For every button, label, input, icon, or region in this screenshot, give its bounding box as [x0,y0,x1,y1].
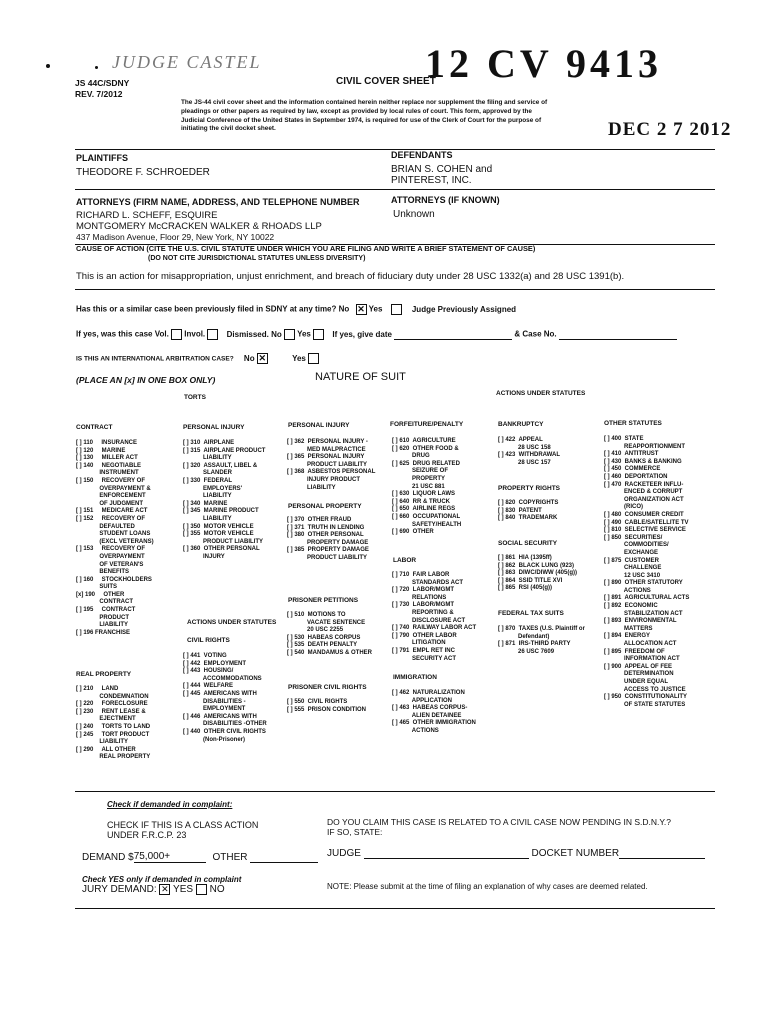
defendant-attorneys-value: Unknown [393,209,435,220]
prisoner-civil-rights-label: PRISONER CIVIL RIGHTS [288,684,367,691]
rule-cause [75,289,715,290]
if-yes-label: If yes, was this case Vol. [76,329,169,339]
case-no-label: & Case No. [514,329,557,339]
jury-no-checkbox[interactable] [196,884,207,895]
real-property-list: [ ] 210 LAND CONDEMNATION [ ] 220 FORECLOSURE [ ] 230 RENT LEASE & EJECTMENT [ ] 240 TORTS TO LAND [ ] 245 TORT PRODUCT LIABILITY [ ] 290 ALL OTHER REAL PROPERTY [76,686,151,761]
form-id: JS 44C/SDNY [75,78,130,88]
case-number: 12 CV 9413 [425,41,663,86]
rule-bottom-1 [75,791,715,792]
plaintiffs-value: THEODORE F. SCHROEDER [76,167,210,178]
arbitration-yes-checkbox[interactable] [308,353,319,364]
judge-docket-row [327,848,705,859]
scan-dot-2 [95,66,98,69]
plaintiff-attorneys-value: RICHARD L. SCHEFF, ESQUIRE MONTGOMERY McCRACKEN WALKER & RHOADS LLP 437 Madison Avenue, Floor 29, New York, NY 10022 [76,210,322,242]
jury-demand-row [82,884,225,895]
civil-rights-list: [ ] 441 VOTING [ ] 442 EMPLOYMENT [ ] 443 HOUSING/ ACCOMMODATIONS [ ] 444 WELFARE [ ] 445 AMERICANS WITH DISABILITIES - EMPLOYMENT [ ] 446 AMERICANS WITH DISABILITIES -OTHER [ ] 440 OTHER CIVIL RIGHTS (Non-Prisoner) [183,653,267,743]
labor-list: [ ] 710 FAIR LABOR STANDARDS ACT [ ] 720 LABOR/MGMT RELATIONS [ ] 730 LABOR/MGMT REPORTING & DISCLOSURE ACT [ ] 740 RAILWAY LABOR ACT [ ] 790 OTHER LABOR LITIGATION [ ] 791 EMPL RET INC SECURITY ACT [392,572,477,662]
demand-label: DEMAND $ [82,852,134,863]
federal-tax-label: FEDERAL TAX SUITS [498,610,564,617]
jury-yes-label: YES [173,884,194,896]
check-yes-label: Check YES only if demanded in complaint [82,875,242,884]
case-no-field[interactable] [559,339,677,340]
docket-label: DOCKET NUMBER [531,848,620,859]
personal-property-list: [ ] 370 OTHER FRAUD [ ] 371 TRUTH IN LENDING [ ] 380 OTHER PERSONAL PROPERTY DAMAGE [ ] 385 PROPERTY DAMAGE PRODUCT LIABILITY [287,517,369,561]
plaintiffs-label: PLAINTIFFS [76,153,128,163]
demand-row [82,851,318,863]
instructions: The JS-44 civil cover sheet and the information contained herein neither replace nor supplement the filing and service of pleadings or other papers as required by law, except as provided by local rules of court. This form, approved by the Judicial Conference of the United States in September 1974, is required for use of the Clerk of Court for the purpose of initiating the civil docket sheet. [181,99,548,133]
plaintiff-attorneys-label: ATTORNEYS (FIRM NAME, ADDRESS, AND TELEPHONE NUMBER [76,197,360,207]
docket-field[interactable] [619,858,705,859]
civil-rights-label: CIVIL RIGHTS [187,637,230,644]
federal-tax-list: [ ] 870 TAXES (U.S. Plaintiff or Defendant) [ ] 871 IRS-THIRD PARTY 26 USC 7609 [498,626,585,655]
contract-header: CONTRACT [76,424,113,431]
property-rights-list: [ ] 820 COPYRIGHTS [ ] 830 PATENT [ ] 840 TRADEMARK [498,500,559,522]
class-action-label: CHECK IF THIS IS A CLASS ACTION UNDER F.R.C.P. 23 [107,820,259,840]
judge-field[interactable] [364,858,529,859]
other-label: OTHER [212,852,248,863]
demand-value: 75,000+ [133,851,171,862]
pi-list-1: [ ] 310 AIRPLANE [ ] 315 AIRPLANE PRODUCT LIABILITY [ ] 320 ASSAULT, LIBEL & SLANDER [ ] 330 FEDERAL EMPLOYERS' LIABILITY [ ] 340 MARINE [ ] 345 MARINE PRODUCT LIABILITY [ ] 350 MOTOR VEHICLE [ ] 355 MOTOR VEHICLE PRODUCT LIABILITY [ ] 360 OTHER PERSONAL INJURY [183,440,266,560]
personal-property-label: PERSONAL PROPERTY [288,503,362,510]
invol-label: Invol. [184,329,206,339]
cause-sublabel: (DO NOT CITE JURISDICTIONAL STATUTES UNLESS DIVERSITY) [148,255,366,262]
similar-case-yes-checkbox[interactable]: ✕ [357,304,365,314]
labor-label: LABOR [393,557,417,564]
immigration-label: IMMIGRATION [393,674,437,681]
invol-checkbox[interactable] [207,329,218,340]
prisoner-petitions-label: PRISONER PETITIONS [288,597,359,604]
forfeiture-header: FORFEITURE/PENALTY [390,421,464,428]
torts-label: TORTS [184,394,206,401]
contract-list: [ ] 110 INSURANCE [ ] 120 MARINE [ ] 130 MILLER ACT [ ] 140 NEGOTIABLE INSTRUMENT [ ] 150 RECOVERY OF OVERPAYMENT & ENFORCEMENT OF JUDGMENT [ ] 151 MEDICARE ACT [ ] 152 RECOVERY OF DEFAULTED STUDENT LOANS (EXCL VETERANS) [ ] 153 RECOVERY OF OVERPAYMENT OF VETERAN'S BENEFITS [ ] 160 STOCKHOLDERS SUITS [x] 190 OTHER CONTRACT [ ] 195 CONTRACT PRODUCT LIABILITY [ ] 196 FRANCHISE [76,440,154,636]
defendant-attorneys-label: ATTORNEYS (IF KNOWN) [391,195,500,205]
vol-checkbox[interactable] [171,329,182,340]
give-date-label: If yes, give date [332,329,392,339]
arbitration-question: IS THIS AN INTERNATIONAL ARBITRATION CASE? [76,355,234,363]
arbitration-row [76,353,319,364]
arbitration-no-checkbox[interactable]: ✕ [258,353,267,363]
rule-bottom-2 [75,908,715,909]
jury-no-label: NO [209,884,225,896]
check-demanded-label: Check if demanded in complaint: [107,800,233,809]
jury-yes-checkbox[interactable]: ✕ [161,884,169,894]
other-field[interactable] [250,862,318,863]
defendants-value: BRIAN S. COHEN and PINTEREST, INC. [391,164,493,186]
rule-parties [75,189,715,190]
immigration-list: [ ] 462 NATURALIZATION APPLICATION [ ] 463 HABEAS CORPUS- ALIEN DETAINEE [ ] 465 OTHER IMMIGRATION ACTIONS [392,690,476,734]
cause-label: CAUSE OF ACTION (CITE THE U.S. CIVIL STATUTE UNDER WHICH YOU ARE FILING AND WRITE A BRIEF STATEMENT OF CAUSE) [76,244,536,253]
related-note: NOTE: Please submit at the time of filing an explanation of why cases are deemed related. [327,882,648,891]
arbitration-yes-label: Yes [292,353,306,363]
similar-case-question: Has this or a similar case been previously filed in SDNY at any time? No [76,304,350,314]
give-date-field[interactable] [394,339,512,340]
demand-field[interactable] [134,851,206,863]
place-an-x: (PLACE AN [x] IN ONE BOX ONLY) [76,375,216,385]
jury-demand-label: JURY DEMAND: [82,884,157,896]
bankruptcy-header: BANKRUPTCY [498,421,544,428]
judge-label: JUDGE [327,848,361,859]
bankruptcy-list: [ ] 422 APPEAL 28 USC 158 [ ] 423 WITHDRAWAL 28 USC 157 [498,437,561,466]
judge-stamp: JUDGE CASTEL [112,52,262,72]
dismissed-no-checkbox[interactable] [284,329,295,340]
forfeiture-list: [ ] 610 AGRICULTURE [ ] 620 OTHER FOOD & DRUG [ ] 625 DRUG RELATED SEIZURE OF PROPERTY 21 USC 881 [ ] 630 LIQUOR LAWS [ ] 640 RR & TRUCK [ ] 650 AIRLINE REGS [ ] 660 OCCUPATIONAL SAFETY/HEALTH [ ] 690 OTHER [392,438,462,536]
judge-prev-label: Judge Previously Assigned [411,304,517,314]
defendants-label: DEFENDANTS [391,150,453,160]
cause-statement: This is an action for misappropriation, unjust enrichment, and breach of fiduciary duty under 28 USC 1332(a) and 28 USC 1391(b). [76,271,625,282]
other-statutes-header: OTHER STATUTES [604,420,662,427]
related-claim-label: DO YOU CLAIM THIS CASE IS RELATED TO A CIVIL CASE NOW PENDING IN S.D.N.Y.? IF SO, STATE: [327,817,672,837]
dismissed-label: Dismissed. No [226,329,282,339]
pi-list-2: [ ] 362 PERSONAL INJURY - MED MALPRACTICE [ ] 365 PERSONAL INJURY PRODUCT LIABILITY [ ] 368 ASBESTOS PERSONAL INJURY PRODUCT LIABILITY [287,439,376,491]
prisoner-civil-rights-list: [ ] 550 CIVIL RIGHTS [ ] 555 PRISON CONDITION [287,699,367,713]
real-property-label: REAL PROPERTY [76,671,132,678]
judge-prev-checkbox[interactable] [391,304,402,315]
property-rights-label: PROPERTY RIGHTS [498,485,561,492]
nature-of-suit-title: NATURE OF SUIT [315,371,406,383]
social-security-list: [ ] 861 HIA (1395ff) [ ] 862 BLACK LUNG (923) [ ] 863 DIWC/DIWW (405(g)) [ ] 864 SSID TITLE XVI [ ] 865 RSI (405(g)) [498,555,577,592]
prisoner-petitions-list: [ ] 510 MOTIONS TO VACATE SENTENCE 20 USC 2255 [ ] 530 HABEAS CORPUS [ ] 535 DEATH PENALTY [ ] 540 MANDAMUS & OTHER [287,612,373,656]
actions-under-statutes-mid-label: ACTIONS UNDER STATUTES [187,619,277,626]
form-revision: REV. 7/2012 [75,89,123,99]
other-statutes-list: [ ] 400 STATE REAPPORTIONMENT [ ] 410 ANTITRUST [ ] 430 BANKS & BANKING [ ] 450 COMMERCE [ ] 460 DEPORTATION [ ] 470 RACKETEER INFLU- ENCED & CORRUPT ORGANIZATION ACT (RICO) [ ] 480 CONSUMER CREDIT [ ] 490 CABLE/SATELLITE TV [ ] 810 SELECTIVE SERVICE [ ] 850 SECURITIES/ COMMODITIES/ EXCHANGE [ ] 875 CUSTOMER CHALLENGE 12 USC 3410 [ ] 890 OTHER STATUTORY ACTIONS [ ] 891 AGRICULTURAL ACTS [ ] 892 ECONOMIC STABILIZATION ACT [ ] 893 ENVIRONMENTAL MATTERS [ ] 894 ENERGY ALLOCATION ACT [ ] 895 FREEDOM OF INFORMATION ACT [ ] 900 APPEAL OF FEE DETERMINATION UNDER EQUAL ACCESS TO JUSTICE [ ] 950 CONSTITUTIONALITY OF STATE STATUTES [604,436,690,708]
scan-dot [46,64,50,68]
form-title: CIVIL COVER SHEET [336,76,436,87]
actions-under-statutes-label: ACTIONS UNDER STATUTES [496,390,586,397]
dismissed-yes-checkbox[interactable] [313,329,324,340]
social-security-label: SOCIAL SECURITY [498,540,558,547]
arbitration-no-label: No [243,353,255,363]
filed-date-stamp: DEC 2 7 2012 [608,119,732,140]
pi-header-1: PERSONAL INJURY [183,424,245,431]
similar-case-yes-label: Yes [368,304,383,314]
if-yes-row [76,329,677,340]
pi-header-2: PERSONAL INJURY [288,422,350,429]
similar-case-row [76,304,516,315]
dismissed-yes-label: Yes [297,329,311,339]
